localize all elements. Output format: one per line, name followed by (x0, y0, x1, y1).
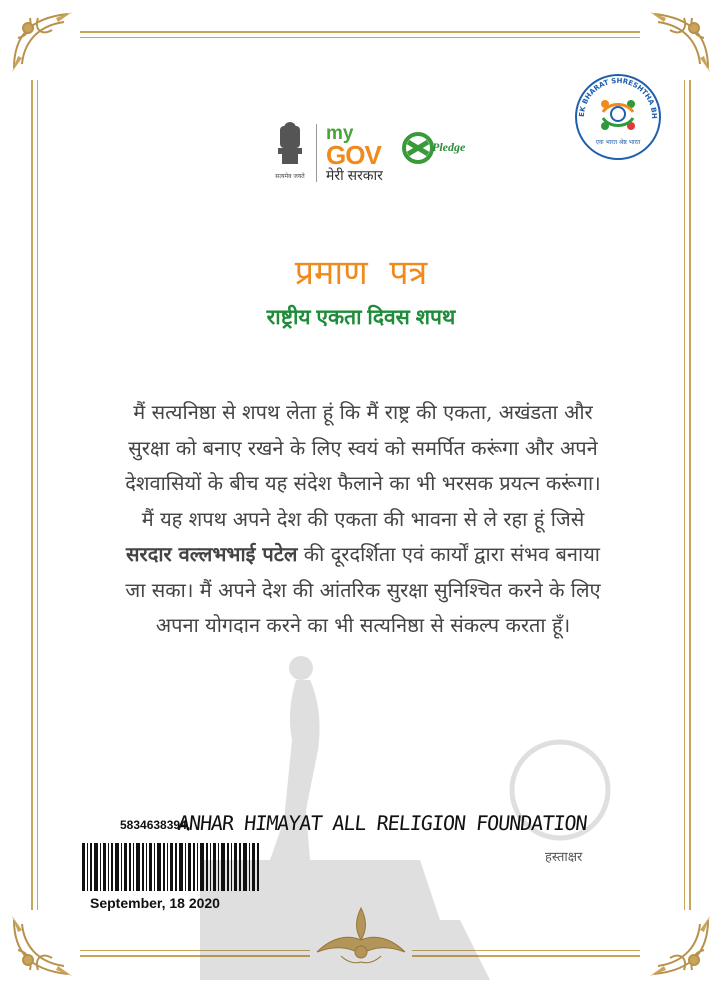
pledge-body (118, 395, 608, 644)
national-emblem-icon (270, 120, 310, 182)
logo-divider (316, 124, 317, 182)
pledge-body-part1: मैं सत्यनिष्ठा से शपथ लेता हूं कि मैं राष्ट्र की एकता, अखंडता और सुरक्षा को बनाए रखने के लिए स्वयं को समर्पित करूंगा और अपने देशवासियों के बीच यह संदेश फैलाने का भी भरसक प्रयत्न करूंगा। मैं यह शपथ अपने देश की एकता की भावना से ले रहा हूं जिसे (125, 400, 601, 531)
issue-date: September, 18 2020 (90, 895, 220, 911)
pledge-body-name: सरदार वल्लभभाई पटेल (126, 542, 298, 566)
border-top-line-outer (80, 31, 640, 33)
mygov-logo (326, 124, 383, 183)
mygov-gov-text: GOV (326, 140, 381, 170)
signature-label: हस्ताक्षर (545, 849, 583, 864)
border-left-line-outer (31, 80, 33, 910)
corner-ornament-top-right (644, 8, 714, 78)
pledge-hands-icon (400, 130, 436, 166)
certificate-title: प्रमाण पत्र (294, 254, 428, 292)
recipient-name: ANHAR HIMAYAT ALL RELIGION FOUNDATION (176, 811, 588, 835)
border-left-line-inner (37, 80, 38, 910)
emblem-motto: सत्यमेव जयते (275, 173, 305, 180)
border-right-line-outer (689, 80, 691, 910)
ek-bharat-logo (573, 72, 663, 162)
barcode (82, 843, 262, 891)
border-right-line-inner (684, 80, 685, 910)
pledge-label: Pledge (432, 140, 466, 154)
mygov-my-text: my (326, 123, 354, 144)
ebsb-hindi-text: एक भारत श्रेष्ठ भारत (595, 139, 641, 146)
corner-ornament-bottom-left (8, 910, 78, 980)
pledge-body-part2: की दूरदर्शिता एवं कार्यों द्वारा संभव बनाया जा सका। मैं अपने देश की आंतरिक सुरक्षा सुनिश्चित करने के लिए अपना योगदान करने का भी सत्यनिष्ठा से संकल्प करता हूँ। (125, 542, 601, 637)
corner-ornament-bottom-right (644, 910, 714, 980)
certificate-number: 5834638394, (120, 818, 191, 832)
pledge-logo (400, 130, 474, 166)
corner-ornament-top-left (8, 8, 78, 78)
ebsb-ring-text: EK BHARAT SHRESHTHA BH (577, 76, 659, 119)
header-logos (270, 120, 480, 190)
certificate-subtitle: राष्ट्रीय एकता दिवस शपथ (266, 306, 456, 329)
mygov-tagline: मेरी सरकार (326, 167, 383, 183)
border-top-line-inner (80, 37, 640, 38)
